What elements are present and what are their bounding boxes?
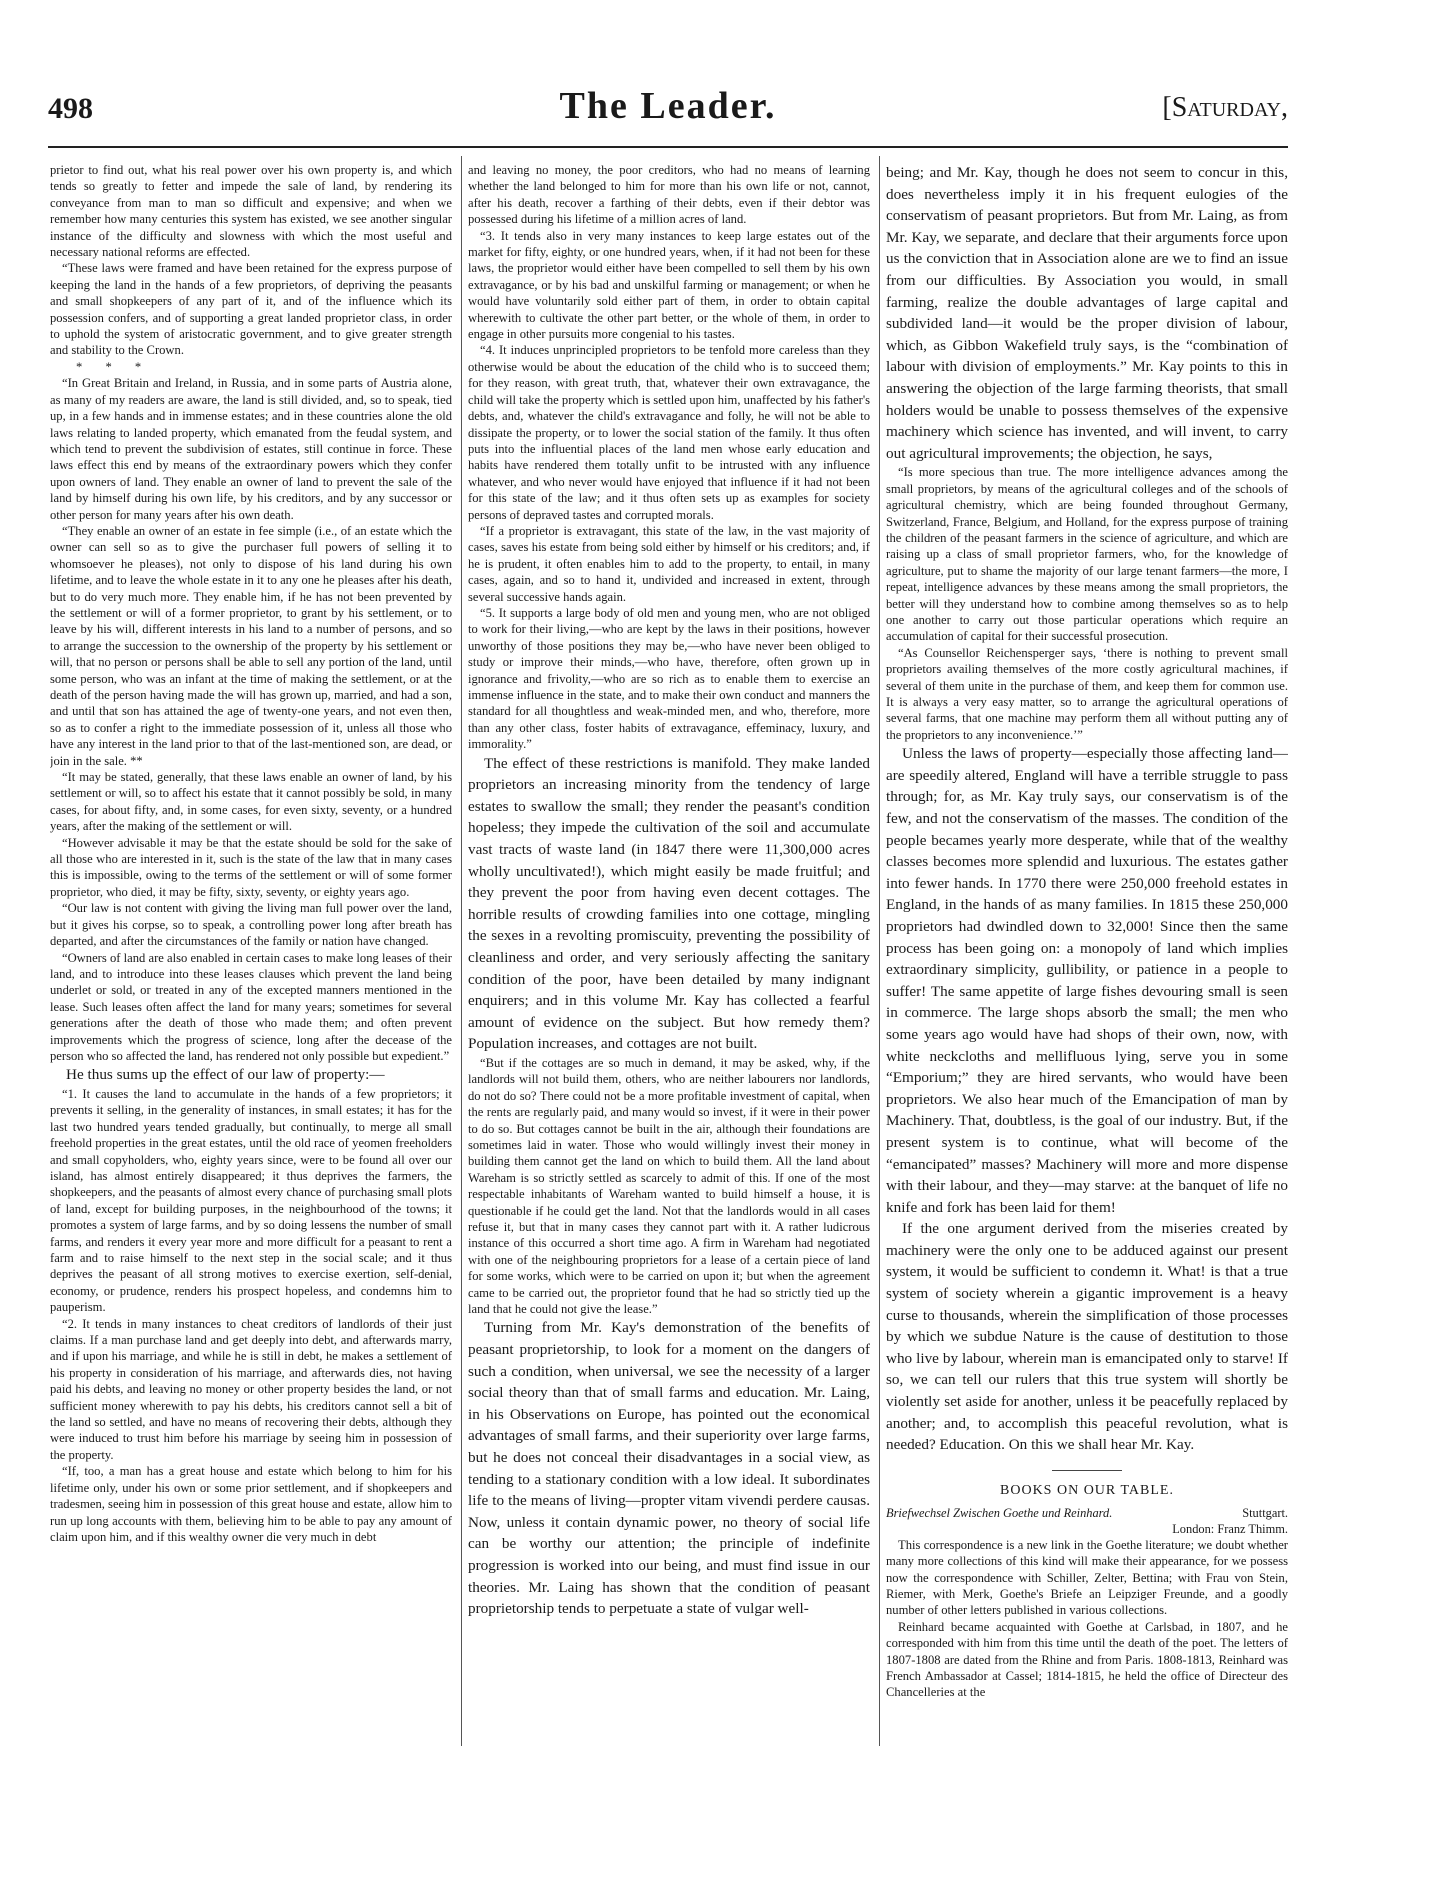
masthead [48, 84, 1288, 136]
quoted-paragraph: “However advisable it may be that the estate should be sold for the sake of all those who are interested in it, such is the state of the law that in many cases this is impossible, owing to the terms of the settlement or will of some former proprietor, who died, it may be fifty, sixty, seventy, or eighty years ago. [50, 835, 452, 899]
books-section-title: BOOKS ON OUR TABLE. [1000, 1482, 1174, 1498]
section-rule [1052, 1470, 1122, 1471]
issue-day: [Saturday, [1162, 92, 1288, 123]
quoted-paragraph: “2. It tends in many instances to cheat creditors of landlords of their just claims. If a man purchase land and get deeply into debt, and afterwards marry, and if upon his marriage, and while he is still in debt, he makes a settlement of his property in consideration of his marriage, and afterwards dies, not having paid his debts, and leaving no money or other property besides the land, or not sufficient money wherewith to pay his debts, his creditors cannot sell a bit of the land so settled, and have no means of recovering their debts, although they were induced to trust him before his marriage by seeing him in possession of the property. [50, 1316, 452, 1462]
quoted-paragraph: “4. It induces unprincipled proprietors to be tenfold more careless than they otherwise would be about the education of the child who is to succeed them; for they reason, with great truth, that, whatever their own extravagance, the child will take the property which is settled upon him, unaffected by his father's debts, and, whatever the child's extravagance and folly, he will not be able to dissipate the property, or to lower the social station of the family. It thus often puts into the influential places of the land men whose early education and habits have rendered them totally unfit to be intrusted with any influence whatever, and who never would have enjoyed that influence if it had not been for this state of the law; and it thus often sets up as examples for society persons of depraved tastes and corrupted morals. [468, 343, 870, 522]
quoted-paragraph: and leaving no money, the poor creditors, who had no means of learning whether the land belonged to him for more than his own life or not, cannot, after his death, recover a farthing of their debts, even if their debtor was possessed during his lifetime of a million acres of land. [468, 163, 870, 227]
quoted-paragraph: “But if the cottages are so much in demand, it may be asked, why, if the landlords will not build them, others, who are neither labourers nor landlords, do not do so? There could not be a more profitable investment of capital, when the rents are regularly paid, and many would so invest, if it were in their power to do so. But cottages cannot be built in the air, although their foundations are sometimes laid in water. Those who would willingly invest their money in building them cannot get the land on which to build them. All the land about Wareham is so strictly settled as scarcely to admit of this. If one of the most respectable inhabitants of Wareham wanted to build himself a house, it is questionable if he could get the land. Not that the landlords would in all cases refuse it, but that in many cases they cannot part with it. A rather ludicrous instance of this occurred a short time ago. A firm in Wareham had negotiated with one of the neighbouring proprietors for a lease of a certain piece of land for some works, which were to be carried on upon it; but when the agreement came to be carried out, the proprietor found that he had so strictly tied up the land that he could not give the lease.” [468, 1055, 870, 1317]
quoted-paragraph: “Is more specious than true. The more intelligence advances among the small proprietors, by means of the agricultural colleges and of the schools of agricultural chemistry, which are being founded throughout Germany, Switzerland, France, Belgium, and Holland, for the express purpose of training the children of the peasant farmers in the science of agriculture, and which are raising up a class of small proprietor farmers, who, for the knowledge of agriculture, put to shame the majority of our large tenant farmers—the more, I repeat, intelligence advances by these means among the small proprietors, the better will they understand how to combine among themselves so as to help one another to carry out those particular operations which require an accumulation of capital for their successful prosecution. [886, 465, 1288, 644]
body-paragraph: Unless the laws of property—especially those affecting land—are speedily altered, England will have a terrible struggle to pass through; for, as Mr. Kay truly says, our conservatism is of the few, and not the conservatism of the masses. The condition of the people becames yearly more desperate, while that of the wealthy classes becomes more splendid and luxurious. The estates gather into fewer hands. In 1770 there were 250,000 freehold estates in England, in the hands of as many families. In 1815 these 250,000 proprietors had dwindled down to 32,000! Since then the same process has been going on: a monopoly of land which implies extraordinary simplicity, gullibility, or patience in a people to suffer! The same appetite of large fishes devouring small is seen in commerce. The large shops absorb the small; the men who some years ago would have had shops of their own, now, with white neckcloths and mellifluous lying, serve you in some “Emporium;” they are hired servants, who would have been proprietors. We also hear much of the Emancipation of man by Machinery. That, doubtless, is the goal of our industry. But, if the present system is to continue, what will become of the “emancipated” masses? Machinery will more and more dispense with their labour, and they—may starve: at the banquet of life no knife and fork has been laid for them! [886, 745, 1288, 1216]
quoted-paragraph: “1. It causes the land to accumulate in the hands of a few proprietors; it prevents it selling, in the generality of instances, in small estates; it has for the last two hundred years tended gradually, but continually, to merge all small freehold properties in the great estates, until the old race of yeomen freeholders and small copyholders, who, eighty years since, were to be found all over our island, has almost entirely disappeared; it thus deprives the farmers, the shopkeepers, and the peasants of almost every chance of purchasing small plots of land, except for building purposes, in the neighbourhood of the towns; it promotes a system of large farms, and by so doing lessens the number of small farms, and renders it every year more and more difficult for a peasant to rent a farm and to raise himself to the next step in the social scale; and it thus deprives the peasant of all strong motives to exercise exertion, self-denial, economy, or prudence, renders his prospect hopeless, and condemns him to pauperism. [50, 1086, 452, 1315]
column-left [50, 162, 452, 1742]
book-place: Stuttgart. [1242, 1505, 1288, 1520]
quoted-paragraph: “If a proprietor is extravagant, this state of the law, in the vast majority of cases, saves his estate from being sold either by himself or his creditors; and, if he is prudent, it often enables him to add to the property, to entail, in many cases, again, and so to hand it, undivided and increased in extent, through several successive hands again. [468, 523, 870, 604]
quoted-paragraph: “As Counsellor Reichensperger says, ‘there is nothing to prevent small proprietors availing themselves of the more costly agricultural machines, if several of them unite in the purchase of them, and keep them for common use. It is always a very easy matter, so to arrange the agricultural operations of several farms, that one machine may perform them all without putting any of the proprietors to any inconvenience.’” [886, 645, 1288, 742]
book-review-paragraph: Reinhard became acquainted with Goethe at Carlsbad, in 1807, and he corresponded with him from this time until the death of the poet. The letters of 1807-1808 are dated from the Rhine and from Paris. 1808-1813, Reinhard was French Ambassador at Cassel; 1814-1815, he held the office of Directeur des Chancelleries at the [886, 1619, 1288, 1700]
quoted-paragraph: “If, too, a man has a great house and estate which belong to him for his lifetime only, under his own or some prior settlement, and if shopkeepers and tradesmen, seeing him in possession of this great house and estate, allow him to run up long accounts with them, believing him to be able to pay any amount of claim upon him, and if this wealthy owner die very much in debt [50, 1464, 452, 1544]
body-paragraph: being; and Mr. Kay, though he does not seem to concur in this, does nevertheless imply it in his frequent eulogies of the conservatism of peasant proprietors. But from Mr. Laing, as from Mr. Kay, we separate, and declare that their arguments force upon us the conviction that in Association alone are we to find an issue from our difficulties. By Association you would, in small farming, realize the double advantages of large capital and subdivided land—it would be the proper division of labour, which, as Gibbon Wakefield truly says, is the “combination of labour with division of employments.” Mr. Kay points to this in answering the objection of the large farming theorists, that small holders would be unable to possess themselves of the expensive machinery which science has invented, and will invent, to carry out agricultural improvements; the objection, he says, [886, 164, 1288, 462]
column-divider [879, 156, 880, 1746]
column-middle [468, 162, 870, 1742]
quoted-paragraph: “Owners of land are also enabled in certain cases to make long leases of their land, and to introduce into these leases clauses which prevent the land being underlet or sold, or treated in any of the excepted manners mentioned in the lease. Such leases often affect the land for many years; sometimes for several generations after the death of those who made them; and often prevent improvements which the progress of science, long after the decease of the person who so affected the land, has rendered not only possible but expedient.” [50, 950, 452, 1063]
column-right [886, 162, 1288, 1742]
quoted-paragraph: prietor to find out, what his real power over his own property is, and which tends so greatly to fetter and impede the sale of land, by rendering its conveyance from man to man so difficult and expensive; and when we remember how many centuries this system has existed, we see another singular instance of the difficulty and slowness with which the most useful and necessary national reforms are effected. [50, 163, 452, 260]
column-divider [461, 156, 462, 1746]
body-paragraph: The effect of these restrictions is manifold. They make landed proprietors an increasing minority from the tendency of large estates to swallow the small; they render the peasant's condition hopeless; they impede the cultivation of the soil and accumulate vast tracts of waste land (in 1847 there were 11,300,000 acres wholly uncultivated!), which might easily be made fruitful; and they prevent the poor from having even decent cottages. The horrible results of crowding families into one cottage, mingling the sexes in a revolting promiscuity, preventing the possibility of cleanliness and order, and very seriously affecting the sanitary condition of the poor, have been detailed by many indignant enquirers; and in this volume Mr. Kay has collected a fearful amount of evidence on the subject. But how remedy them? Population increases, and cottages are not built. [468, 754, 870, 1053]
section-break-stars: * * * [76, 359, 152, 374]
body-paragraph: Turning from Mr. Kay's demonstration of the benefits of peasant proprietorship, to look for a moment on the dangers of such a condition, when universal, we see the necessity of a larger social theory than that of small farms and education. Mr. Laing, in his Observations on Europe, has pointed out the economical advantages of small farms, and their superiority over large farms, but he does not conceal their disadvantages in a social view, as tending to a stationary condition with a low ideal. It subordinates life to the means of living—propter vitam vivendi perdere causas. Now, unless it contain dynamic power, no theory of social life can be worthy our attention; the principle of indefinite progression is worked into our being, and must find issue in our theories. Mr. Laing has shown that the condition of peasant proprietorship tends to perpetuate a state of vulgar well- [468, 1319, 870, 1618]
page-number: 498 [48, 92, 93, 125]
quoted-paragraph: “These laws were framed and have been retained for the express purpose of keeping the land in the hands of a few proprietors, of depriving the peasants and small shopkeepers of any part of it, and of the influence which its possession confers, and of supporting a great landed proprietor class, in order to uphold the system of aristocratic government, and to give greater strength and stability to the Crown. [50, 261, 452, 358]
book-review-paragraph: This correspondence is a new link in the Goethe literature; we doubt whether many more collections of this kind will make their appearance, for we possess now the correspondence with Schiller, Zelter, Bettina; with Frau von Stein, Riemer, with Merk, Goethe's Briefe an Leipziger Freunde, and a goodly number of other letters published in various collections. [886, 1537, 1288, 1618]
column-right-body [886, 162, 1288, 1456]
quoted-paragraph: “It may be stated, generally, that these laws enable an owner of land, by his settlement or will, so to affect his estate that it cannot possibly be sold, in many cases, for about fifty, and, in some cases, for even sixty, seventy, or a hundred years, after the making of the settlement or will. [50, 770, 452, 834]
quoted-paragraph: “They enable an owner of an estate in fee simple (i.e., of an estate which the owner can sell so as to give the purchaser full powers of selling it to whomsoever he pleases), not only to dispose of his land during his own lifetime, and to leave the whole estate in it to any one he pleases after his death, but to do very much more. They enable him, if he has not been prevented by the settlement or will of a former proprietor, to grant by his settlement, or to leave by his will, different interests in his land to a number of persons, and so to arrange the succession to the ownership of the property by his settlement or will, that no person or persons shall be able to sell any portion of the land, until some person, who was an infant at the time of making the settlement, or at the death of the person having made the will has grown up, married, and had a son, and until that son has attained the age of twenty-one years, and not even then, so as to confer a right to the immediate possession of it, unless all those who have any interest in the land prior to that of the last-mentioned son, are dead, or join in the sale. ** [50, 523, 452, 768]
book-title: Briefwechsel Zwischen Goethe und Reinhard. [886, 1505, 1113, 1520]
quoted-paragraph: “Our law is not content with giving the living man full power over the land, but it gives his corpse, so to speak, a controlling power long after breath has departed, and after the circumstances of the family or nation have changed. [50, 901, 452, 949]
body-paragraph: If the one argument derived from the miseries created by machinery were the only one to be adduced against our present system, it would be sufficient to condemn it. What! is that a true system of society wherein a gigantic improvement is a heavy curse to thousands, wherein the simplification of those processes by which we subdue Nature is the cause of destitution to those who live by labour, wherein man is emancipated only to starve! If so, we can tell our rulers that this true system will shortly be violently set aside for another, unless it be peacefully replaced by another; and, to accomplish this peaceful revolution, what is needed? Education. On this we shall hear Mr. Kay. [886, 1220, 1288, 1454]
body-paragraph: He thus sums up the effect of our law of property:— [66, 1066, 385, 1084]
header-rule [48, 146, 1288, 148]
journal-title: The Leader. [559, 85, 777, 127]
book-imprint: London: Franz Thimm. [1172, 1521, 1288, 1536]
quoted-paragraph: “5. It supports a large body of old men and young men, who are not obliged to work for their living,—who are kept by the laws in their positions, however unworthy of those positions they may be,—who have never been obliged to study or improve their minds,—who have, therefore, often grown up in ignorance and frivolity,—who are so rich as to enable them to exercise an immense influence in the state, and to make their own conduct and manners the standard for all thoughtless and weak-minded men, and who, therefore, more than any other class, foster habits of extravagance, effeminacy, luxury, and immorality.” [468, 605, 870, 752]
quoted-paragraph: “3. It tends also in very many instances to keep large estates out of the market for fifty, eighty, or one hundred years, when, if it had not been for these laws, the proprietor would either have been compelled to sell them by his own extravagance, or by his bad and unskilful farming or management; or when he would have voluntarily sold either part of them, in order to obtain capital wherewith to cultivate the other part better, or the whole of them, in order to engage in other pursuits more congenial to his tastes. [468, 228, 870, 342]
quoted-paragraph: “In Great Britain and Ireland, in Russia, and in some parts of Austria alone, as many of my readers are aware, the land is still divided, and, so to speak, tied up, in a few hands and in immense estates; and in these countries alone the old laws relating to landed property, which emanated from the feudal system, and which tend to prevent the subdivision of estates, still continue in force. These laws effect this end by means of the extraordinary powers which they confer upon owners of land. They enable an owner of land to prevent the sale of the land by himself during his own life, by his creditors, and by any successor or other person for many years after his own death. [50, 376, 452, 522]
book-citation [886, 1505, 1288, 1521]
